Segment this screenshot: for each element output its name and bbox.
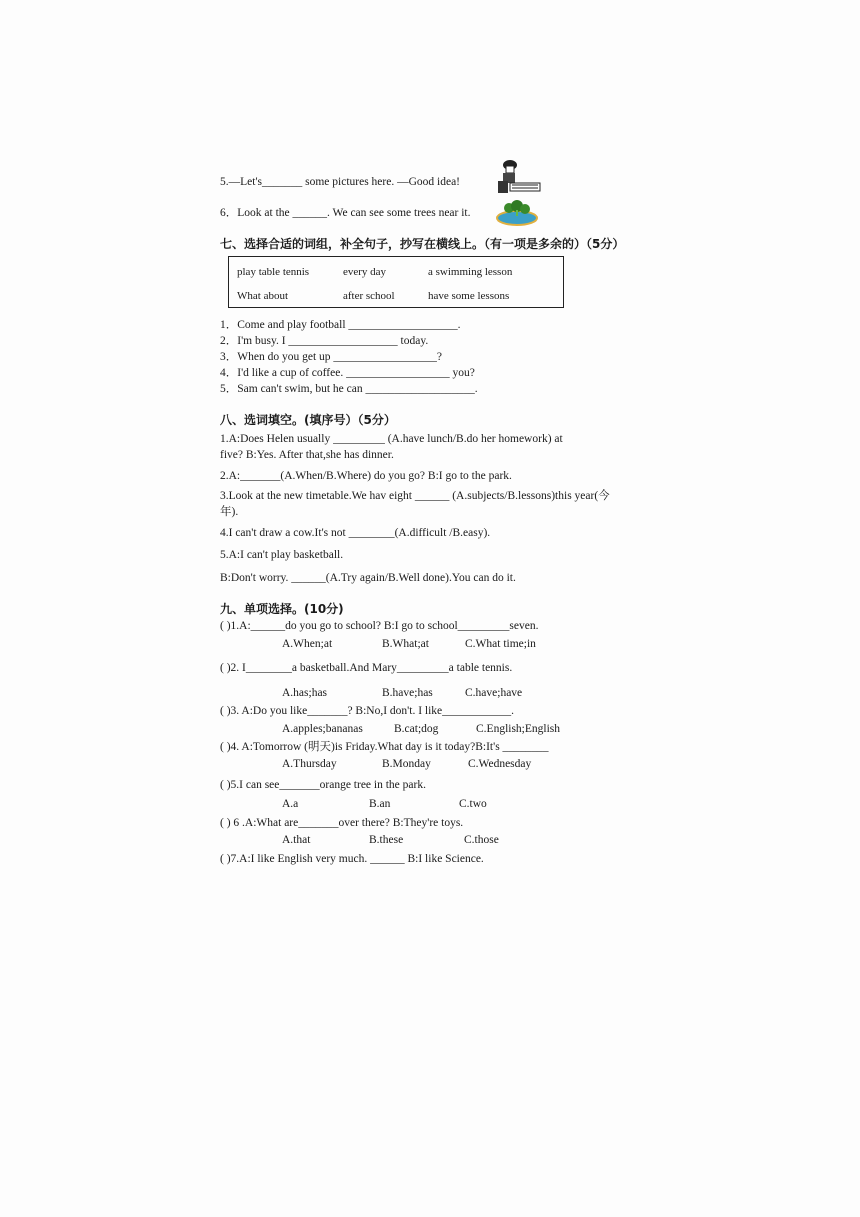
s8-line: 1.A:Does Helen usually _________ (A.have lunch/B.do her homework) at: [220, 433, 563, 445]
mc-question-stem: ( ) 6 .A:What are_______over there? B:They're toys.: [220, 817, 464, 829]
s8-line: 3.Look at the new timetable.We hav eight ______ (A.subjects/B.lessons)this year(今: [220, 490, 610, 502]
word-option: every day: [343, 266, 387, 278]
mc-option: B.Monday: [382, 758, 431, 770]
s7-item: 4．I'd like a cup of coffee. __________________ you?: [220, 367, 475, 379]
mc-question-stem: ( )2. I________a basketball.And Mary_________a table tennis.: [220, 662, 513, 674]
mc-question-stem: ( )5.I can see_______orange tree in the park.: [220, 779, 426, 791]
s8-line: 2.A:_______(A.When/B.Where) do you go? B:I go to the park.: [220, 470, 512, 482]
mc-option: B.What;at: [382, 638, 429, 650]
word-option: after school: [343, 290, 395, 302]
word-option: What about: [237, 290, 289, 302]
word-option: have some lessons: [428, 290, 510, 302]
mc-option: A.apples;bananas: [282, 723, 363, 735]
word-option: a swimming lesson: [428, 266, 513, 278]
mc-option: A.a: [282, 798, 299, 810]
s8-line: B:Don't worry. ______(A.Try again/B.Well done).You can do it.: [220, 572, 516, 584]
s8-line: 4.I can't draw a cow.It's not ________(A.difficult /B.easy).: [220, 527, 491, 539]
mc-option: C.What time;in: [465, 638, 536, 650]
park-lake-picture: [495, 198, 540, 226]
section-9-title: 九、单项选择。(10分): [220, 602, 344, 616]
question-5: 5.—Let's_______ some pictures here. —Good idea!: [220, 176, 461, 188]
s7-item: 1．Come and play football ___________________.: [220, 319, 461, 331]
word-option: play table tennis: [237, 266, 310, 278]
mc-question-stem: ( )4. A:Tomorrow (明天)is Friday.What day is it today?B:It's ________: [220, 741, 549, 753]
s7-item: 5．Sam can't swim, but he can ___________________.: [220, 383, 478, 395]
s7-item: 3．When do you get up __________________?: [220, 351, 442, 363]
section-7-title: 七、选择合适的词组，补全句子，抄写在横线上。（有一项是多余的）（5分）: [220, 237, 625, 251]
mc-option: A.Thursday: [282, 758, 337, 770]
mc-option: A.When;at: [282, 638, 333, 650]
s8-line: 5.A:I can't play basketball.: [220, 549, 344, 561]
boy-drawing-picture: [494, 156, 544, 196]
mc-option: C.have;have: [465, 687, 523, 699]
s8-line: five? B:Yes. After that,she has dinner.: [220, 449, 394, 461]
mc-question-stem: ( )7.A:I like English very much. ______ B:I like Science.: [220, 853, 484, 865]
s8-line: 年).: [220, 506, 239, 518]
mc-question-stem: ( )1.A:______do you go to school? B:I go to school_________seven.: [220, 620, 539, 632]
mc-option: C.Wednesday: [468, 758, 532, 770]
mc-question-stem: ( )3. A:Do you like_______? B:No,I don't. I like____________.: [220, 705, 515, 717]
mc-option: C.two: [459, 798, 487, 810]
mc-option: B.these: [369, 834, 404, 846]
section-8-title: 八、选词填空。(填序号）（5分）: [220, 413, 396, 427]
s7-item: 2．I'm busy. I ___________________ today.: [220, 335, 429, 347]
mc-option: B.have;has: [382, 687, 433, 699]
mc-option: C.English;English: [476, 723, 561, 735]
mc-option: B.an: [369, 798, 391, 810]
mc-option: A.that: [282, 834, 311, 846]
mc-option: A.has;has: [282, 687, 328, 699]
mc-option: B.cat;dog: [394, 723, 439, 735]
mc-option: C.those: [464, 834, 499, 846]
question-6: 6．Look at the ______. We can see some trees near it.: [220, 207, 471, 219]
word-bank-box: [228, 256, 564, 308]
